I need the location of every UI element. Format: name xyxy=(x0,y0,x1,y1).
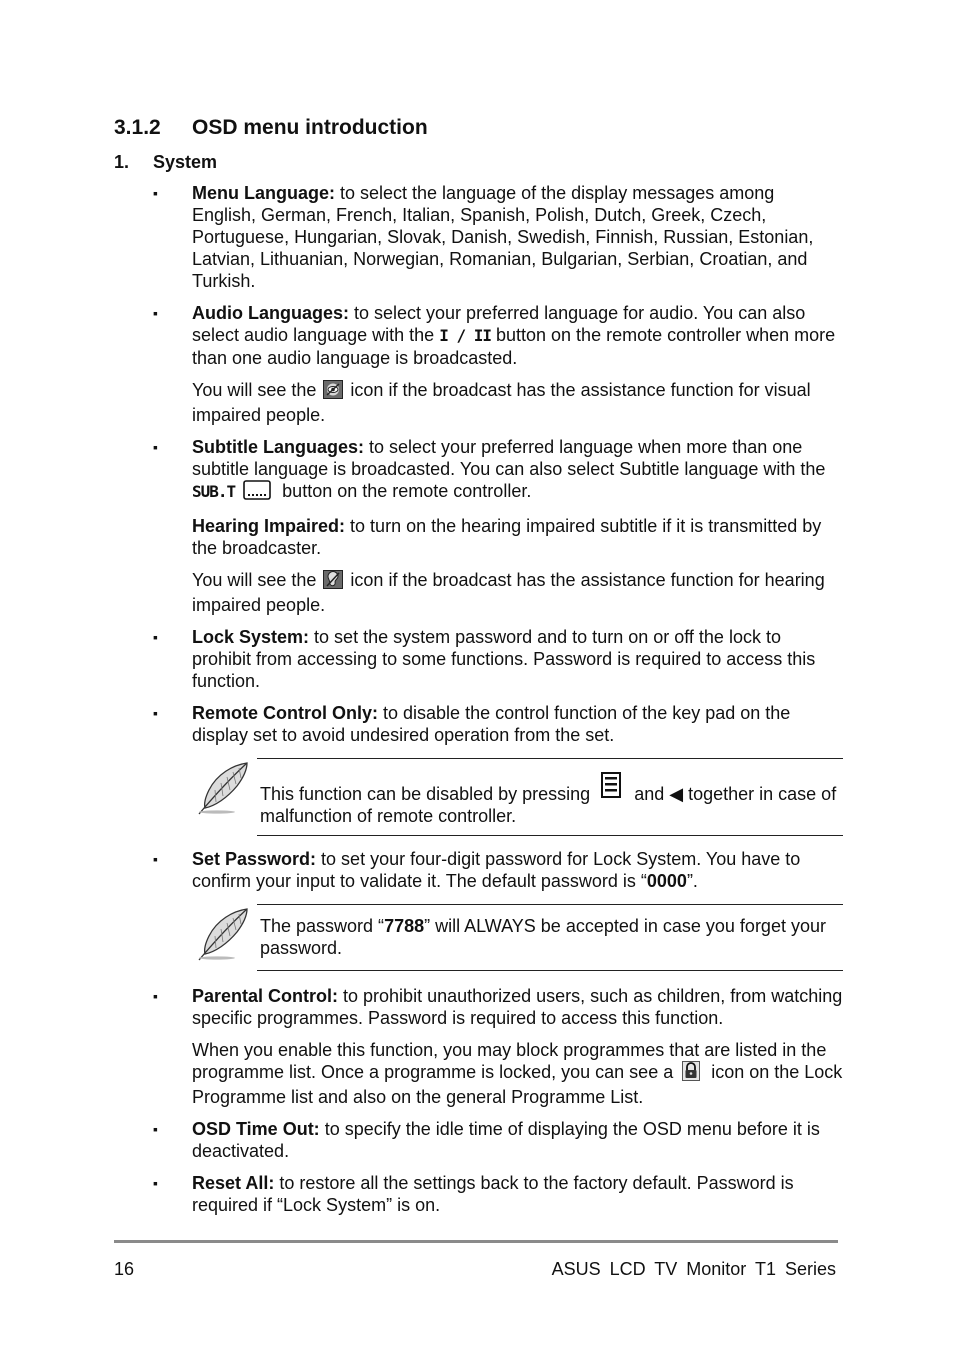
list-item-menu-language xyxy=(153,182,843,292)
item-paragraph xyxy=(192,985,843,1029)
item-paragraph xyxy=(192,302,843,369)
item-paragraph xyxy=(192,182,843,292)
term-description-cont: button on the remote controller. xyxy=(277,481,532,501)
list-item-reset-all xyxy=(153,1172,843,1216)
term-description: to disable the control function of the key pad on the display set to avoid undesired operation from the set. xyxy=(192,703,791,745)
section-heading xyxy=(114,116,428,140)
term-description-cont: button on the remote controller when more than one audio language is broadcasted. xyxy=(192,325,836,368)
list-item-audio-languages xyxy=(153,302,843,426)
feather-note-icon xyxy=(195,760,253,821)
bullet: ▪ xyxy=(153,1175,158,1191)
icon-text-cont: icon if the broadcast has the assistance function for visual impaired people. xyxy=(192,380,811,425)
bullet: ▪ xyxy=(153,439,158,455)
list-item-parental-control xyxy=(153,985,843,1108)
term-label: Parental Control: xyxy=(192,986,339,1006)
bullet: ▪ xyxy=(153,185,158,201)
icon-text: You will see the xyxy=(192,570,322,590)
left-arrow-icon: ◀ xyxy=(669,784,684,804)
term-description: to set your four-digit password for Lock System. You have to confirm your input to validate it. The default password is “ xyxy=(192,849,801,891)
term-label: Reset All: xyxy=(192,1173,275,1193)
term-description: to restore all the settings back to the factory default. Password is required if “Lock System” is on. xyxy=(192,1173,794,1215)
item-paragraph xyxy=(192,1118,843,1162)
bullet: ▪ xyxy=(153,629,158,645)
list-item-subtitle-languages xyxy=(153,436,843,616)
hearing-impaired-icon xyxy=(323,570,343,594)
list-item-osd-time-out xyxy=(153,1118,843,1162)
note-box-remote xyxy=(192,758,843,836)
term-label: Hearing Impaired: xyxy=(192,516,346,536)
subtitle-icon xyxy=(243,480,271,505)
footer-title: ASUS LCD TV Monitor T1 Series xyxy=(551,1259,836,1279)
term-label: OSD Time Out: xyxy=(192,1119,320,1139)
note-text xyxy=(257,758,843,836)
item-paragraph xyxy=(192,379,843,426)
icon-text-cont: icon if the broadcast has the assistance function for hearing impaired people. xyxy=(192,570,825,615)
term-description-cont: ”. xyxy=(686,871,698,891)
note-text-part: and xyxy=(629,784,670,804)
menu-button-icon xyxy=(601,772,621,803)
bullet: ▪ xyxy=(153,305,158,321)
footer-divider xyxy=(114,1240,838,1243)
list-item-set-password xyxy=(153,848,843,892)
bullet: ▪ xyxy=(153,988,158,1004)
bullet: ▪ xyxy=(153,1121,158,1137)
note-text-part: together in case of malfunction of remote controller. xyxy=(260,784,837,826)
system-item-list xyxy=(153,182,843,1226)
item-paragraph xyxy=(192,1172,843,1216)
list-item-lock-system xyxy=(153,626,843,692)
subsection-number: 1. xyxy=(114,152,130,172)
item-paragraph xyxy=(192,515,843,559)
section-title: OSD menu introduction xyxy=(192,116,428,139)
term-description: to select the language of the display messages among English, German, French, Italian, Spanish, Polish, Dutch, Greek, Czech, Portuguese, Hungarian, Slovak, Danish, Swedish, Finnish, Russian, Estonian, Latvian, Lithuanian, Norwegian, Romanian, Bulgarian, Serbian, Croatian, and Turkish. xyxy=(192,183,814,291)
bullet: ▪ xyxy=(153,851,158,867)
note-text-part: ” will ALWAYS be accepted in case you forget your password. xyxy=(260,916,826,958)
section-number: 3.1.2 xyxy=(114,116,161,139)
term-description: to select your preferred language for audio. You can also select audio language with the xyxy=(192,303,806,345)
subsection-title: System xyxy=(153,152,218,172)
master-password: 7788 xyxy=(384,916,425,936)
term-description: to select your preferred language when more than one subtitle language is broadcasted. You can also select Subtitle language with the xyxy=(192,437,826,479)
lock-text-cont: icon on the Lock Programme list and also on the general Programme List. xyxy=(192,1062,843,1107)
subtitle-key-label: SUB.T xyxy=(192,482,236,501)
term-description: to specify the idle time of displaying the OSD menu before it is deactivated. xyxy=(192,1119,820,1161)
note-text-part: This function can be disabled by pressing xyxy=(260,784,596,804)
item-paragraph xyxy=(192,702,843,746)
term-description: to prohibit unauthorized users, such as children, from watching specific programmes. Password is required to access this function. xyxy=(192,986,843,1028)
icon-text: You will see the xyxy=(192,380,322,400)
lock-text: When you enable this function, you may block programmes that are listed in the programme list. Once a programme is locked, you can see a xyxy=(192,1040,827,1082)
term-description: to set the system password and to turn on or off the lock to prohibit from accessing to some functions. Password is required to access this function. xyxy=(192,627,816,691)
note-text xyxy=(257,904,843,971)
audio-key-label: I / II xyxy=(439,326,491,345)
term-description: to turn on the hearing impaired subtitle if it is transmitted by the broadcaster. xyxy=(192,516,822,558)
term-label: Remote Control Only: xyxy=(192,703,379,723)
term-label: Set Password: xyxy=(192,849,317,869)
item-paragraph xyxy=(192,436,843,505)
item-paragraph xyxy=(192,1039,843,1108)
lock-icon xyxy=(682,1061,700,1086)
item-paragraph xyxy=(192,569,843,616)
visual-impaired-icon xyxy=(323,380,343,404)
list-item-remote-control-only xyxy=(153,702,843,746)
default-password: 0000 xyxy=(646,871,687,891)
subsection-heading xyxy=(114,152,217,173)
term-label: Menu Language: xyxy=(192,183,335,203)
note-box-password xyxy=(192,904,843,971)
item-paragraph xyxy=(192,848,843,892)
term-label: Audio Languages: xyxy=(192,303,349,323)
term-label: Subtitle Languages: xyxy=(192,437,365,457)
page-number: 16 xyxy=(114,1259,135,1279)
feather-note-icon xyxy=(195,906,253,967)
note-text-part: The password “ xyxy=(260,916,385,936)
term-label: Lock System: xyxy=(192,627,310,647)
bullet: ▪ xyxy=(153,705,158,721)
item-paragraph xyxy=(192,626,843,692)
